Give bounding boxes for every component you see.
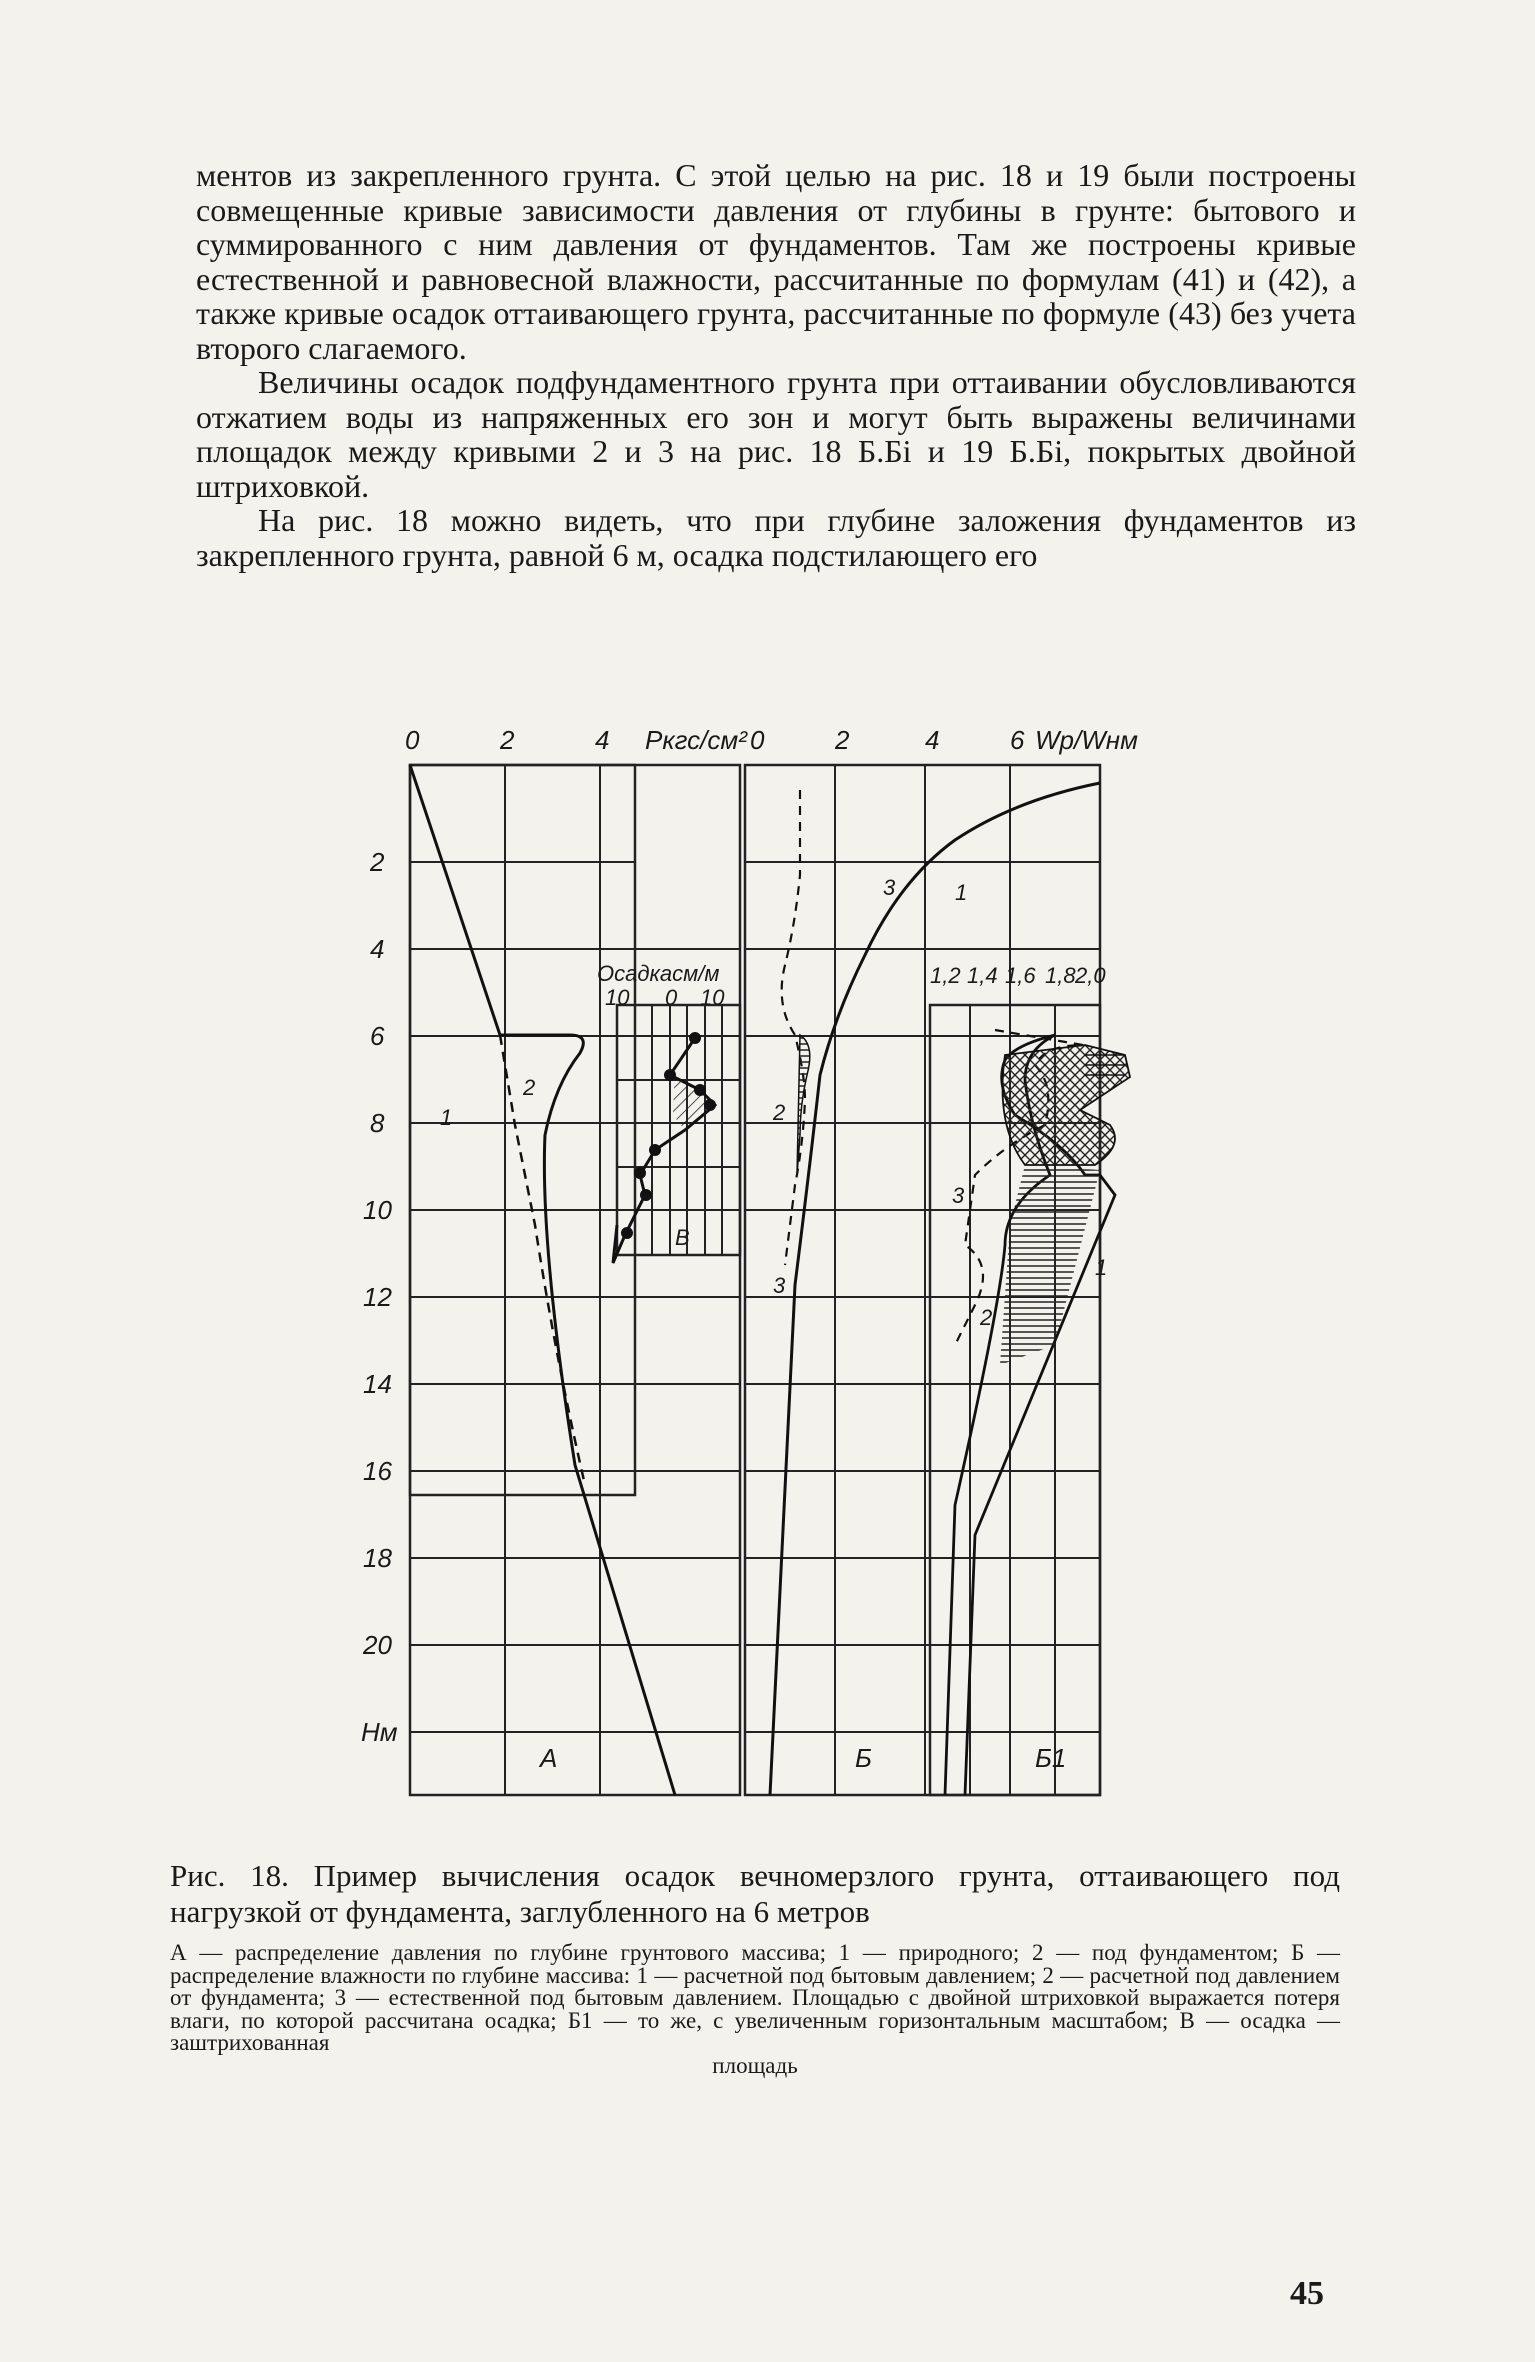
tick-label: 18 bbox=[363, 1543, 392, 1573]
tick-label: 2 bbox=[370, 847, 385, 877]
tick-label: 1,8 bbox=[1045, 963, 1076, 988]
tick-label: 2 bbox=[835, 725, 850, 755]
axis-unit: Wp/Wнм bbox=[1035, 725, 1138, 755]
tick-label: 4 bbox=[595, 725, 610, 755]
panel-label-b1: Б1 bbox=[1035, 1743, 1067, 1773]
figure-18 bbox=[355, 705, 1195, 1805]
tick-label: 2,0 bbox=[1075, 963, 1106, 988]
depth-axis bbox=[361, 847, 398, 1747]
panel-b1-curves bbox=[945, 1030, 1130, 1795]
panel-label-a: А bbox=[540, 1743, 558, 1773]
axis-unit: Нм bbox=[361, 1717, 398, 1747]
curve-label: 3 bbox=[952, 1183, 965, 1208]
tick-label: 4 bbox=[925, 725, 940, 755]
panel-label-v: В bbox=[675, 1225, 690, 1250]
tick-label: 14 bbox=[363, 1369, 392, 1399]
tick-label: 1,6 bbox=[1005, 963, 1036, 988]
axis-unit: Ркгс/см² bbox=[645, 725, 747, 755]
tick-label: 6 bbox=[1010, 725, 1025, 755]
page-number: 45 bbox=[1290, 2275, 1324, 2312]
tick-label: 2 bbox=[500, 725, 515, 755]
panel-label-b: Б bbox=[855, 1743, 872, 1773]
tick-label: 8 bbox=[370, 1108, 385, 1138]
tick-label: 20 bbox=[363, 1630, 392, 1660]
tick-label: 10 bbox=[700, 985, 725, 1010]
paragraph: ментов из закрепленного грунта. С этой целью на рис. 18 и 19 были построены совмещенные кривые зависимости давления от глубины в грунте: бытового и суммированного с ним давления от фундаментов. Там же построены кривые естественной и равновесной влажности, рассчитанные по формулам (41) и (42), а также кривые осадок оттаивающего грунта, рассчитанные по формуле (43) без учета второго слагаемого. bbox=[196, 157, 1356, 366]
curve-label: 2 bbox=[773, 1100, 786, 1125]
figure-graph bbox=[355, 705, 1195, 1805]
caption-legend-end: площадь bbox=[712, 2052, 798, 2078]
body-text bbox=[196, 158, 1356, 572]
paragraph: На рис. 18 можно видеть, что при глубине заложения фундаментов из закрепленного грунта, равной 6 м, осадка подстилающего его bbox=[196, 502, 1356, 573]
tick-label: 0 bbox=[405, 725, 420, 755]
tick-label: 16 bbox=[363, 1456, 392, 1486]
caption-legend-text: А — распределение давления по глубине грунтового массива; 1 — природного; 2 — под фундаментом; Б — распределение влажности по глубине массива: 1 — расчетной под бытовым давлением; 2 — расчетной под давлением от фундамента; 3 — естественной под бытовым давлением. Площадью с двойной штриховкой выражается потеря влаги, по которой рассчитана осадка; Б1 — то же, с увеличенным горизонтальным масштабом; В — осадка — заштрихованная bbox=[170, 1940, 1340, 2055]
panel-a-grid-lower bbox=[410, 765, 740, 1795]
b1-axis bbox=[930, 963, 1106, 988]
curve-label: 1 bbox=[1095, 1255, 1108, 1280]
top-axis-b bbox=[750, 725, 1138, 755]
curve-label: 2 bbox=[980, 1305, 993, 1330]
tick-label: 12 bbox=[363, 1282, 392, 1312]
caption-title: Рис. 18. Пример вычисления осадок вечномерзлого грунта, оттаивающего под нагрузкой от фундамента, заглубленного на 6 метров bbox=[170, 1858, 1340, 1929]
curve-label: 1 bbox=[955, 880, 968, 905]
caption-legend bbox=[170, 1942, 1340, 2077]
tick-label: 10 bbox=[605, 985, 630, 1010]
tick-label: 10 bbox=[363, 1195, 392, 1225]
top-axis-a bbox=[405, 725, 748, 755]
tick-label: 0 bbox=[665, 985, 678, 1010]
inset-title: Осадкасм/м bbox=[597, 961, 720, 986]
tick-label: 0 bbox=[750, 725, 765, 755]
curve-label: 1 bbox=[440, 1105, 453, 1130]
curve-label: 2 bbox=[523, 1075, 536, 1100]
paragraph: Величины осадок подфундаментного грунта при оттаивании обусловливаются отжатием воды из напряженных его зон и могут быть выражены величинами площадок между кривыми 2 и 3 на рис. 18 Б.Бі и 19 Б.Бі, покрытых двойной штриховкой. bbox=[196, 364, 1356, 504]
settlement-inset-labels bbox=[597, 961, 725, 1010]
tick-label: 6 bbox=[370, 1021, 385, 1051]
tick-label: 1,2 bbox=[930, 963, 961, 988]
figure-caption bbox=[170, 1858, 1340, 2077]
curve-label: 3 bbox=[773, 1273, 786, 1298]
settlement-inset-grid bbox=[617, 1005, 740, 1255]
tick-label: 4 bbox=[370, 934, 385, 964]
settlement-curve bbox=[613, 1032, 716, 1263]
curve-label: 3 bbox=[883, 875, 896, 900]
tick-label: 1,4 bbox=[967, 963, 998, 988]
